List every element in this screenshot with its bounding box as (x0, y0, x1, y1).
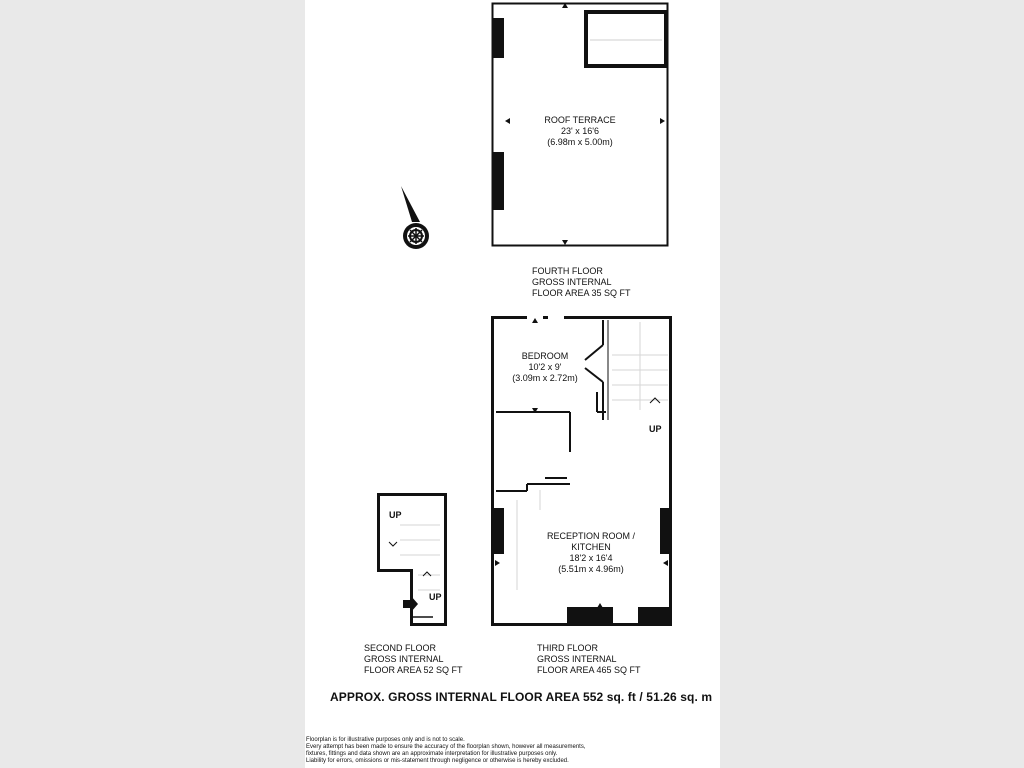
bedroom-imperial: 10'2 x 9' (528, 362, 562, 372)
fourth-floor-line3: FLOOR AREA 35 SQ FT (532, 288, 631, 298)
third-floor-line1: THIRD FLOOR (537, 643, 599, 653)
roof-terrace-label (530, 115, 630, 148)
reception-metric: (5.51m x 4.96m) (558, 564, 624, 574)
reception-name-line1: RECEPTION ROOM / (546, 531, 635, 541)
disclaimer-line: Liability for errors, omissions or mis-statement through negligence or otherwise is hereby excluded. (306, 758, 569, 764)
fourth-floor-line2: GROSS INTERNAL (532, 277, 612, 287)
roof-terrace-imperial: 23' x 16'6 (561, 126, 599, 136)
total-floor-area: APPROX. GROSS INTERNAL FLOOR AREA 552 sq. ft / 51.26 sq. m (330, 690, 713, 704)
fourth-floor-label (532, 266, 631, 299)
disclaimer-line: Floorplan is for illustrative purposes only and is not to scale. (306, 737, 465, 743)
third-floor-label (537, 643, 641, 676)
disclaimer (306, 737, 716, 765)
stairs-up-label-second-bottom: UP (429, 592, 442, 602)
third-floor-line2: GROSS INTERNAL (537, 654, 617, 664)
reception-imperial: 18'2 x 16'4 (569, 553, 613, 563)
third-floor-line3: FLOOR AREA 465 SQ FT (537, 665, 641, 675)
second-floor-line3: FLOOR AREA 52 SQ FT (364, 665, 463, 675)
second-floor-line2: GROSS INTERNAL (364, 654, 444, 664)
stairs-up-label-second-top: UP (389, 510, 402, 520)
disclaimer-line: fixtures, fittings and data shown are an approximate interpretation for illustrative purposes only. (306, 751, 558, 757)
second-floor-label (364, 643, 463, 676)
bedroom-metric: (3.09m x 2.72m) (512, 373, 578, 383)
roof-terrace-name: ROOF TERRACE (544, 115, 616, 125)
bedroom-name: BEDROOM (521, 351, 569, 361)
reception-name-line2: KITCHEN (571, 542, 611, 552)
reception-label (541, 531, 641, 575)
stairs-up-label-third: UP (649, 424, 662, 434)
bedroom-label (505, 351, 585, 384)
fourth-floor-line1: FOURTH FLOOR (532, 266, 603, 276)
second-floor-line1: SECOND FLOOR (364, 643, 437, 653)
roof-terrace-metric: (6.98m x 5.00m) (547, 137, 613, 147)
compass-north-icon (401, 186, 429, 249)
disclaimer-line: Every attempt has been made to ensure the accuracy of the floorplan shown, however all measurements, (306, 744, 586, 750)
